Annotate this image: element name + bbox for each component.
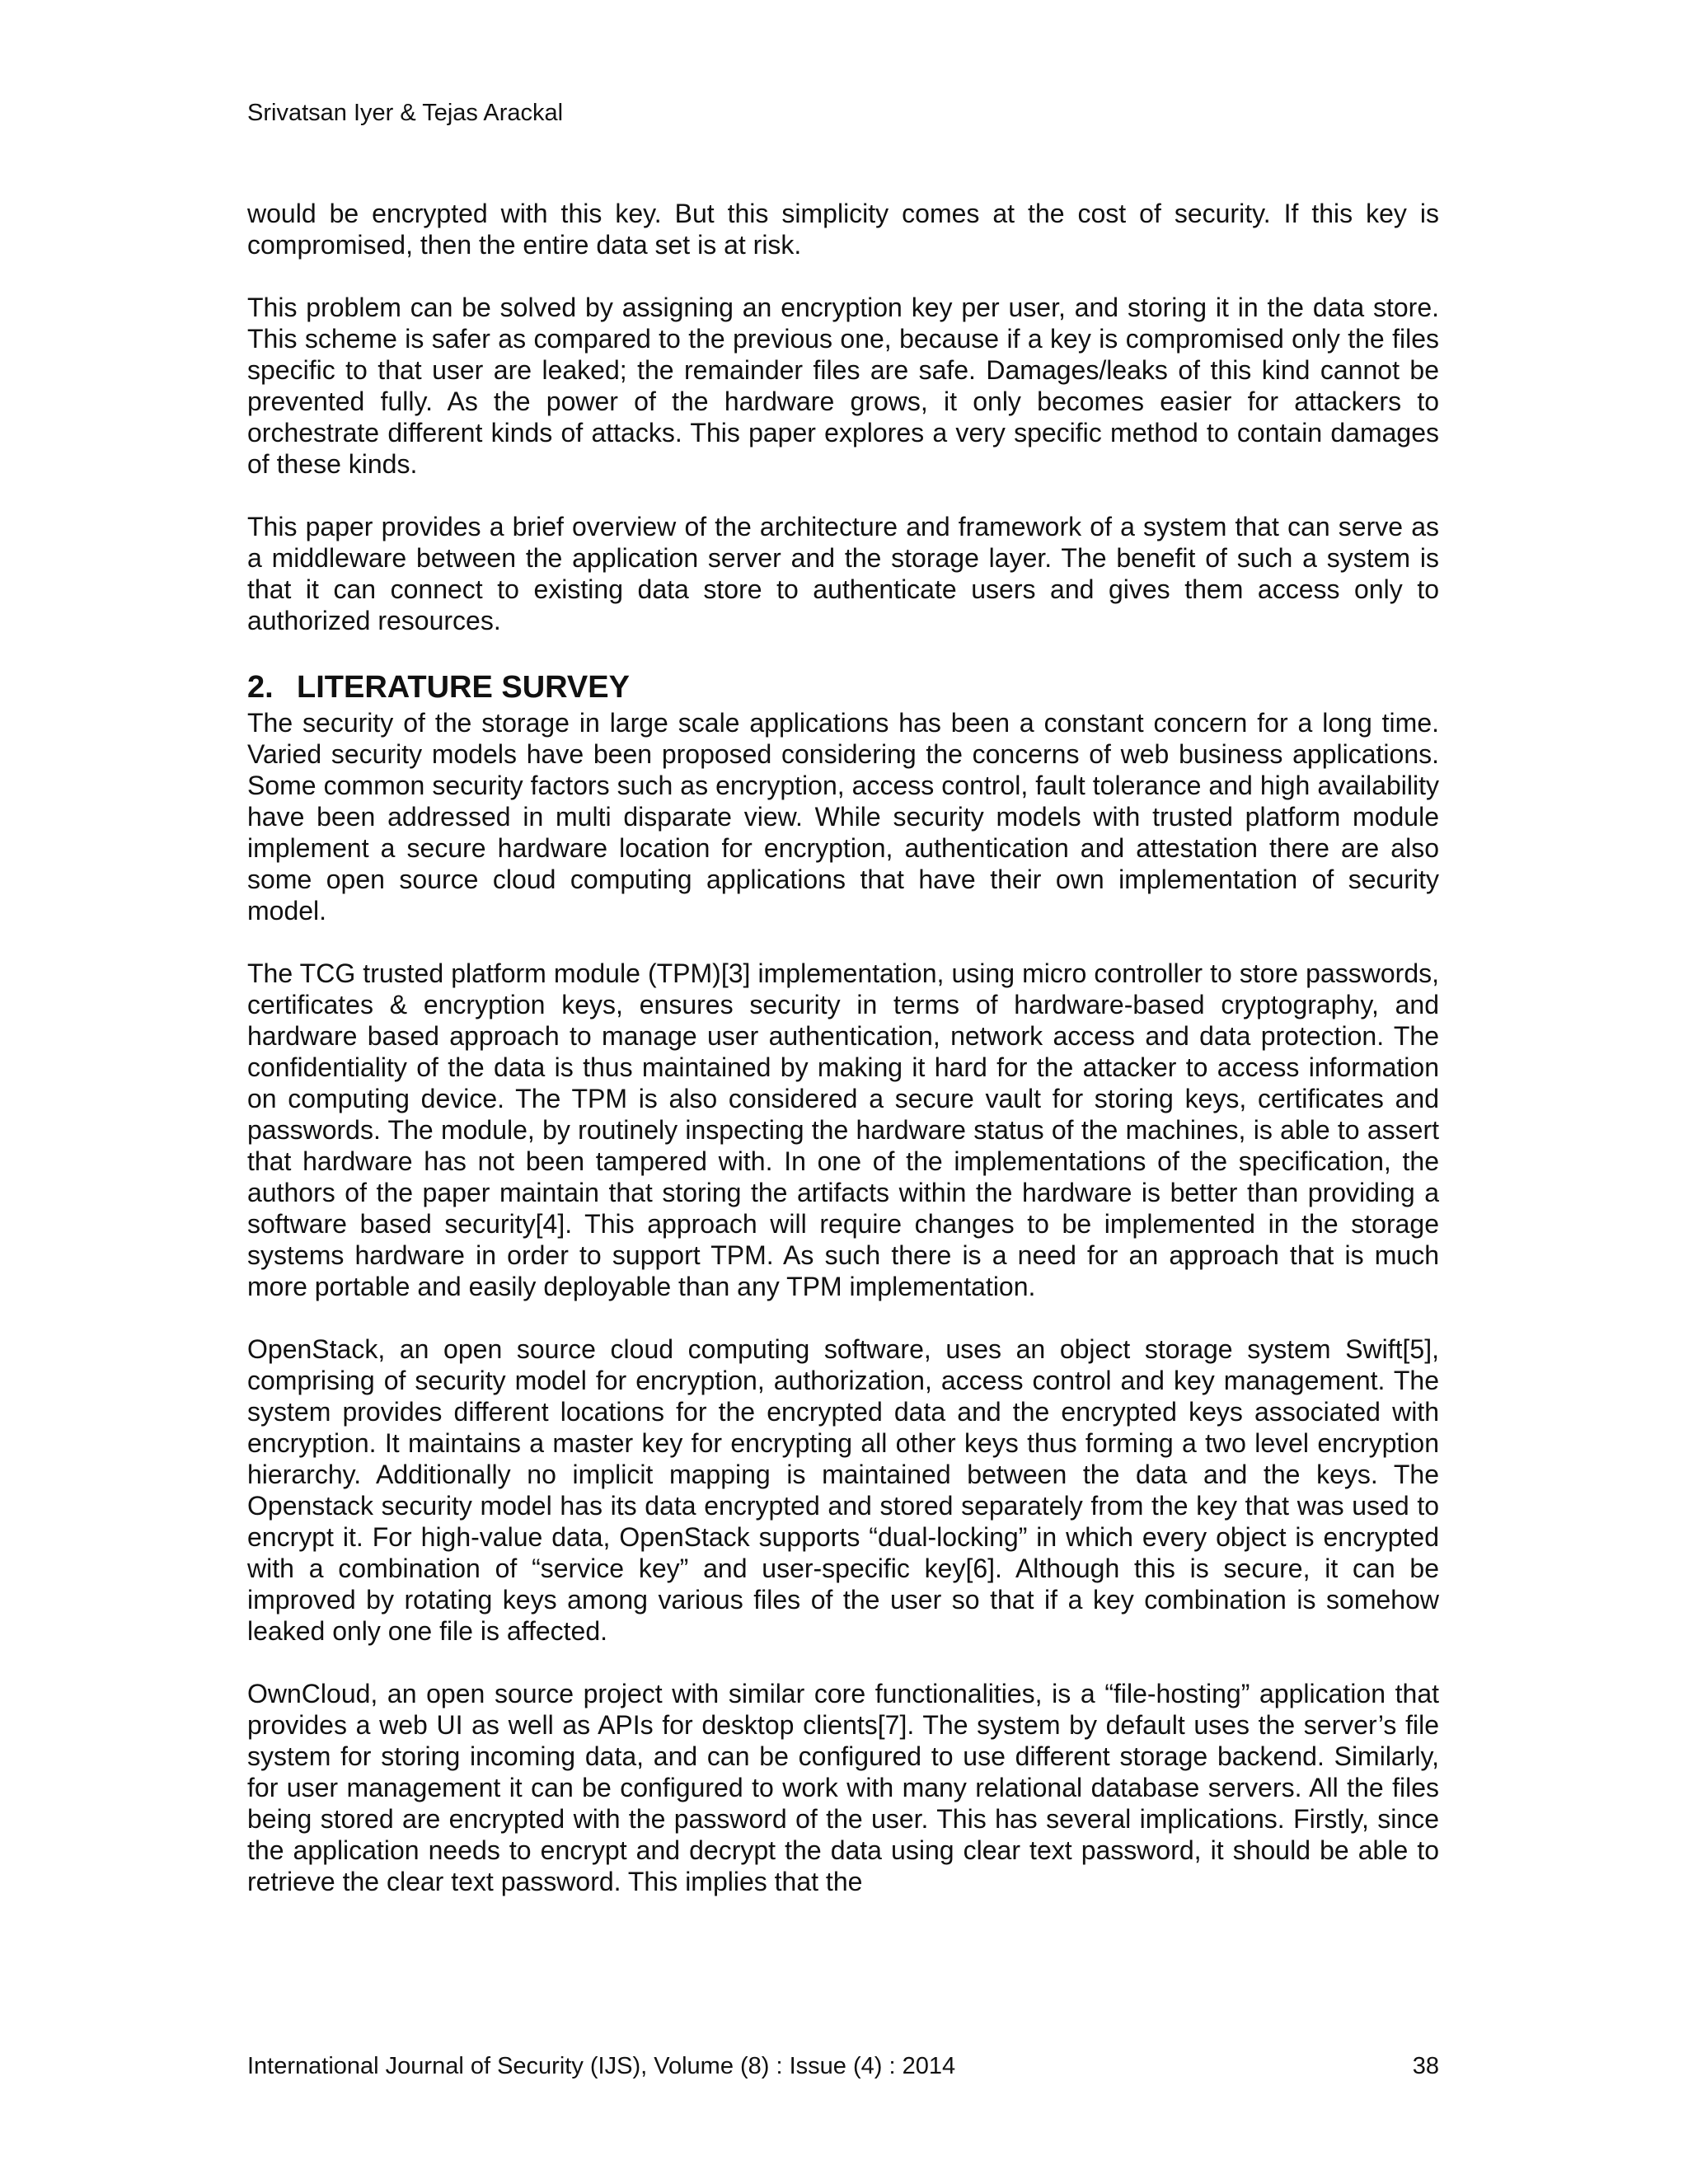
section-number: 2. [247,670,274,705]
paragraph-survey-4: OwnCloud, an open source project with similar core functionalities, is a “file-hosting” application that provides a web UI as well as APIs for desktop clients[7]. The system by default uses the server’s file system for storing incoming data, and can be configured to use different storage backend. Similarly, for user management it can be configured to work with many relational database servers. All the files being stored are encrypted with the password of the user. This has several implications. Firstly, since the application needs to encrypt and decrypt the data using clear text password, it should be able to retrieve the clear text password. This implies that the [247,1679,1439,1896]
paragraph-intro-2: This problem can be solved by assigning an encryption key per user, and storing it in the data store. This scheme is safer as compared to the previous one, because if a key is compromised only the files specific to that user are leaked; the remainder files are safe. Damages/leaks of this kind cannot be prevented fully. As the power of the hardware grows, it only becomes easier for attackers to orchestrate different kinds of attacks. This paper explores a very specific method to contain damages of these kinds. [247,293,1439,479]
page-number: 38 [1412,2053,1439,2079]
paragraph-survey-3: OpenStack, an open source cloud computing software, uses an object storage system Swift[5], comprising of security model for encryption, authorization, access control and key management. The system provides different locations for the encrypted data and the encrypted keys associated with encryption. It maintains a master key for encrypting all other keys thus forming a two level encryption hierarchy. Additionally no implicit mapping is maintained between the data and the keys. The Openstack security model has its data encrypted and stored separately from the key that was used to encrypt it. For high-value data, OpenStack supports “dual-locking” in which every object is encrypted with a combination of “service key” and user-specific key[6]. Although this is secure, it can be improved by rotating keys among various files of the user so that if a key combination is somehow leaked only one file is affected. [247,1334,1439,1646]
paragraph-intro-1: would be encrypted with this key. But this simplicity comes at the cost of security. If this key is compromised, then the entire data set is at risk. [247,199,1439,260]
paragraph-survey-2: The TCG trusted platform module (TPM)[3] implementation, using micro controller to store passwords, certificates & encryption keys, ensures security in terms of hardware-based cryptography, and hardware based approach to manage user authentication, network access and data protection. The confidentiality of the data is thus maintained by making it hard for the attacker to access information on computing device. The TPM is also considered a secure vault for storing keys, certificates and passwords. The module, by routinely inspecting the hardware status of the machines, is able to assert that hardware has not been tampered with. In one of the implementations of the specification, the authors of the paper maintain that storing the artifacts within the hardware is better than providing a software based security[4]. This approach will require changes to be implemented in the storage systems hardware in order to support TPM. As such there is a need for an approach that is much more portable and easily deployable than any TPM implementation. [247,958,1439,1301]
paragraph-intro-3: This paper provides a brief overview of the architecture and framework of a system that can serve as a middleware between the application server and the storage layer. The benefit of such a system is that it can connect to existing data store to authenticate users and gives them access only to authorized resources. [247,512,1439,635]
page-footer [247,2050,1439,2082]
main-content [247,198,1439,1929]
running-header-authors: Srivatsan Iyer & Tejas Arackal [247,100,564,126]
section-title: LITERATURE SURVEY [297,670,630,705]
section-heading [247,668,1439,707]
footer-journal: International Journal of Security (IJS), Volume (8) : Issue (4) : 2014 [247,2053,956,2079]
paragraph-survey-1: The security of the storage in large scale applications has been a constant concern for a long time. Varied security models have been proposed considering the concerns of web business applications. Some common security factors such as encryption, access control, fault tolerance and high availability have been addressed in multi disparate view. While security models with trusted platform module implement a secure hardware location for encryption, authentication and attestation there are also some open source cloud computing applications that have their own implementation of security model. [247,708,1439,926]
